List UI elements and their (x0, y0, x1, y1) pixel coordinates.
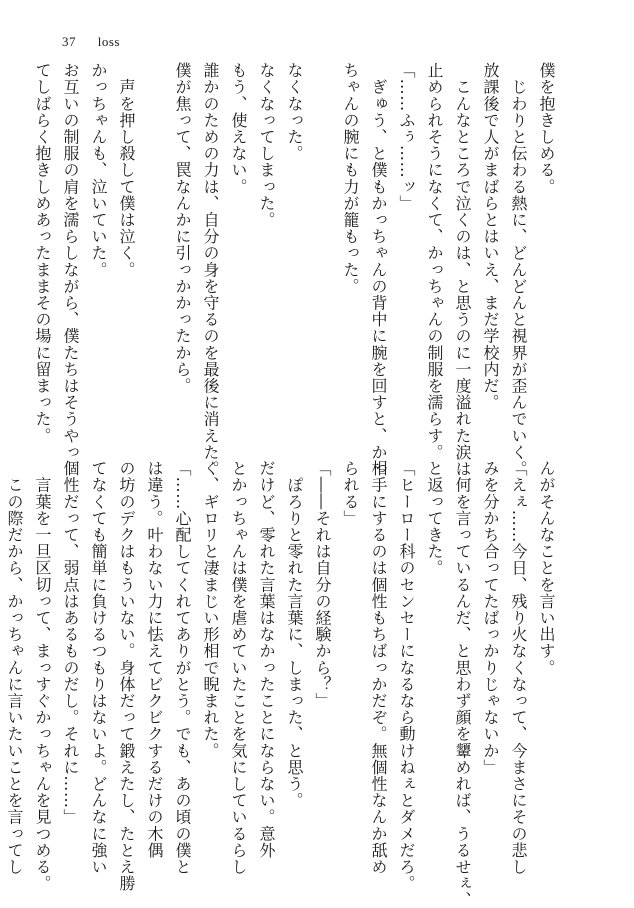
text-line: ぽろりと零れた言葉に、しまった、と思う。 (285, 460, 304, 809)
text-line: みを分かち合ってたばっかりじゃないか」 (481, 460, 500, 776)
vertical-text-block-lower (5, 460, 560, 908)
text-line: んがそんなことを言い出す。 (537, 460, 556, 676)
text-line: の坊のデクはもういない。身体だって鍛えたし、たとえ勝 (117, 460, 136, 892)
text-line: こんなところで泣くのは、と思うのに一度溢れた涙は (453, 62, 472, 477)
running-head (62, 34, 120, 50)
text-line: と返ってきた。 (425, 460, 444, 577)
paragraph-gap (308, 62, 336, 437)
chapter-title: loss (97, 34, 120, 49)
text-line: 僕を抱きしめる。 (537, 62, 556, 195)
text-line: 「……心配してくれてありがとう。でも、あの頃の僕と (173, 460, 192, 875)
text-line: この際だから、かっちゃんに言いたいことを言ってし (5, 460, 24, 875)
text-line: だけど、零れた言葉はなかったことにならない。意外 (257, 460, 276, 859)
text-line: 「――それは自分の経験から？」 (313, 460, 332, 709)
text-line: 「えぇ……今日、残り火なくなって、今まさにその悲し (509, 460, 528, 875)
text-line: ちゃんの腕にも力が籠もった。 (341, 62, 360, 295)
text-line: お互いの制服の肩を濡らしながら、僕たちはそうやっ (61, 62, 80, 461)
text-line: 「……ふぅ……ッ」 (397, 62, 416, 212)
page-number: 37 (62, 34, 76, 49)
paragraph-gap (0, 62, 28, 437)
text-line: 声を押し殺して僕は泣く。 (117, 62, 136, 278)
text-line: てなくても簡単に負けるつもりはないよ。どんなに強い (89, 460, 108, 875)
text-line: なくなった。 (285, 62, 304, 162)
text-line: く、ギロリと凄まじい形相で睨まれた。 (201, 460, 220, 759)
text-line: 相手にするのは個性もちばっかだぞ。無個性なんか舐め (369, 460, 388, 875)
text-line: 止められそうになくて、かっちゃんの制服を濡らす。 (425, 62, 444, 461)
text-line: てしばらく抱きしめあったままその場に留まった。 (33, 62, 52, 444)
text-line: もう、使えない。 (229, 62, 248, 195)
text-line: じわりと伝わる熱に、どんどんと視界が歪んでいく。 (509, 62, 528, 477)
text-line: 言葉を一旦区切って、まっすぐかっちゃんを見つめる。 (33, 460, 52, 892)
text-line: とかっちゃんは僕を虐めていたことを気にしているらし (229, 460, 248, 875)
text-line: 何を言っているんだ、と思わず顔を顰めれば、うるせぇ、 (453, 460, 472, 908)
text-line: は違う。叶わない力に怯えてビクビクするだけの木偶 (145, 460, 164, 859)
text-line: なくなってしまった。 (257, 62, 276, 228)
text-line: ぎゅう、と僕もかっちゃんの背中に腕を回すと、かっ (369, 62, 388, 477)
text-line: かっちゃんも、泣いていた。 (89, 62, 108, 278)
text-line: 「ヒーロー科のセンセーになるなら動けねぇとダメだろ。 (397, 460, 416, 892)
text-line: 僕が焦って、罠なんかに引っかかったから。 (173, 62, 192, 394)
text-line: 放課後で人がまばらとはいえ、まだ学校内だ。 (481, 62, 500, 411)
paragraph-gap (140, 62, 168, 437)
text-line: 誰かのための力は、自分の身を守るのを最後に消えた。 (201, 62, 220, 477)
text-line: られる」 (341, 460, 360, 527)
text-line: 個性だって、弱点はあるものだし。それに……」 (61, 460, 80, 826)
vertical-text-block-upper (33, 62, 560, 477)
